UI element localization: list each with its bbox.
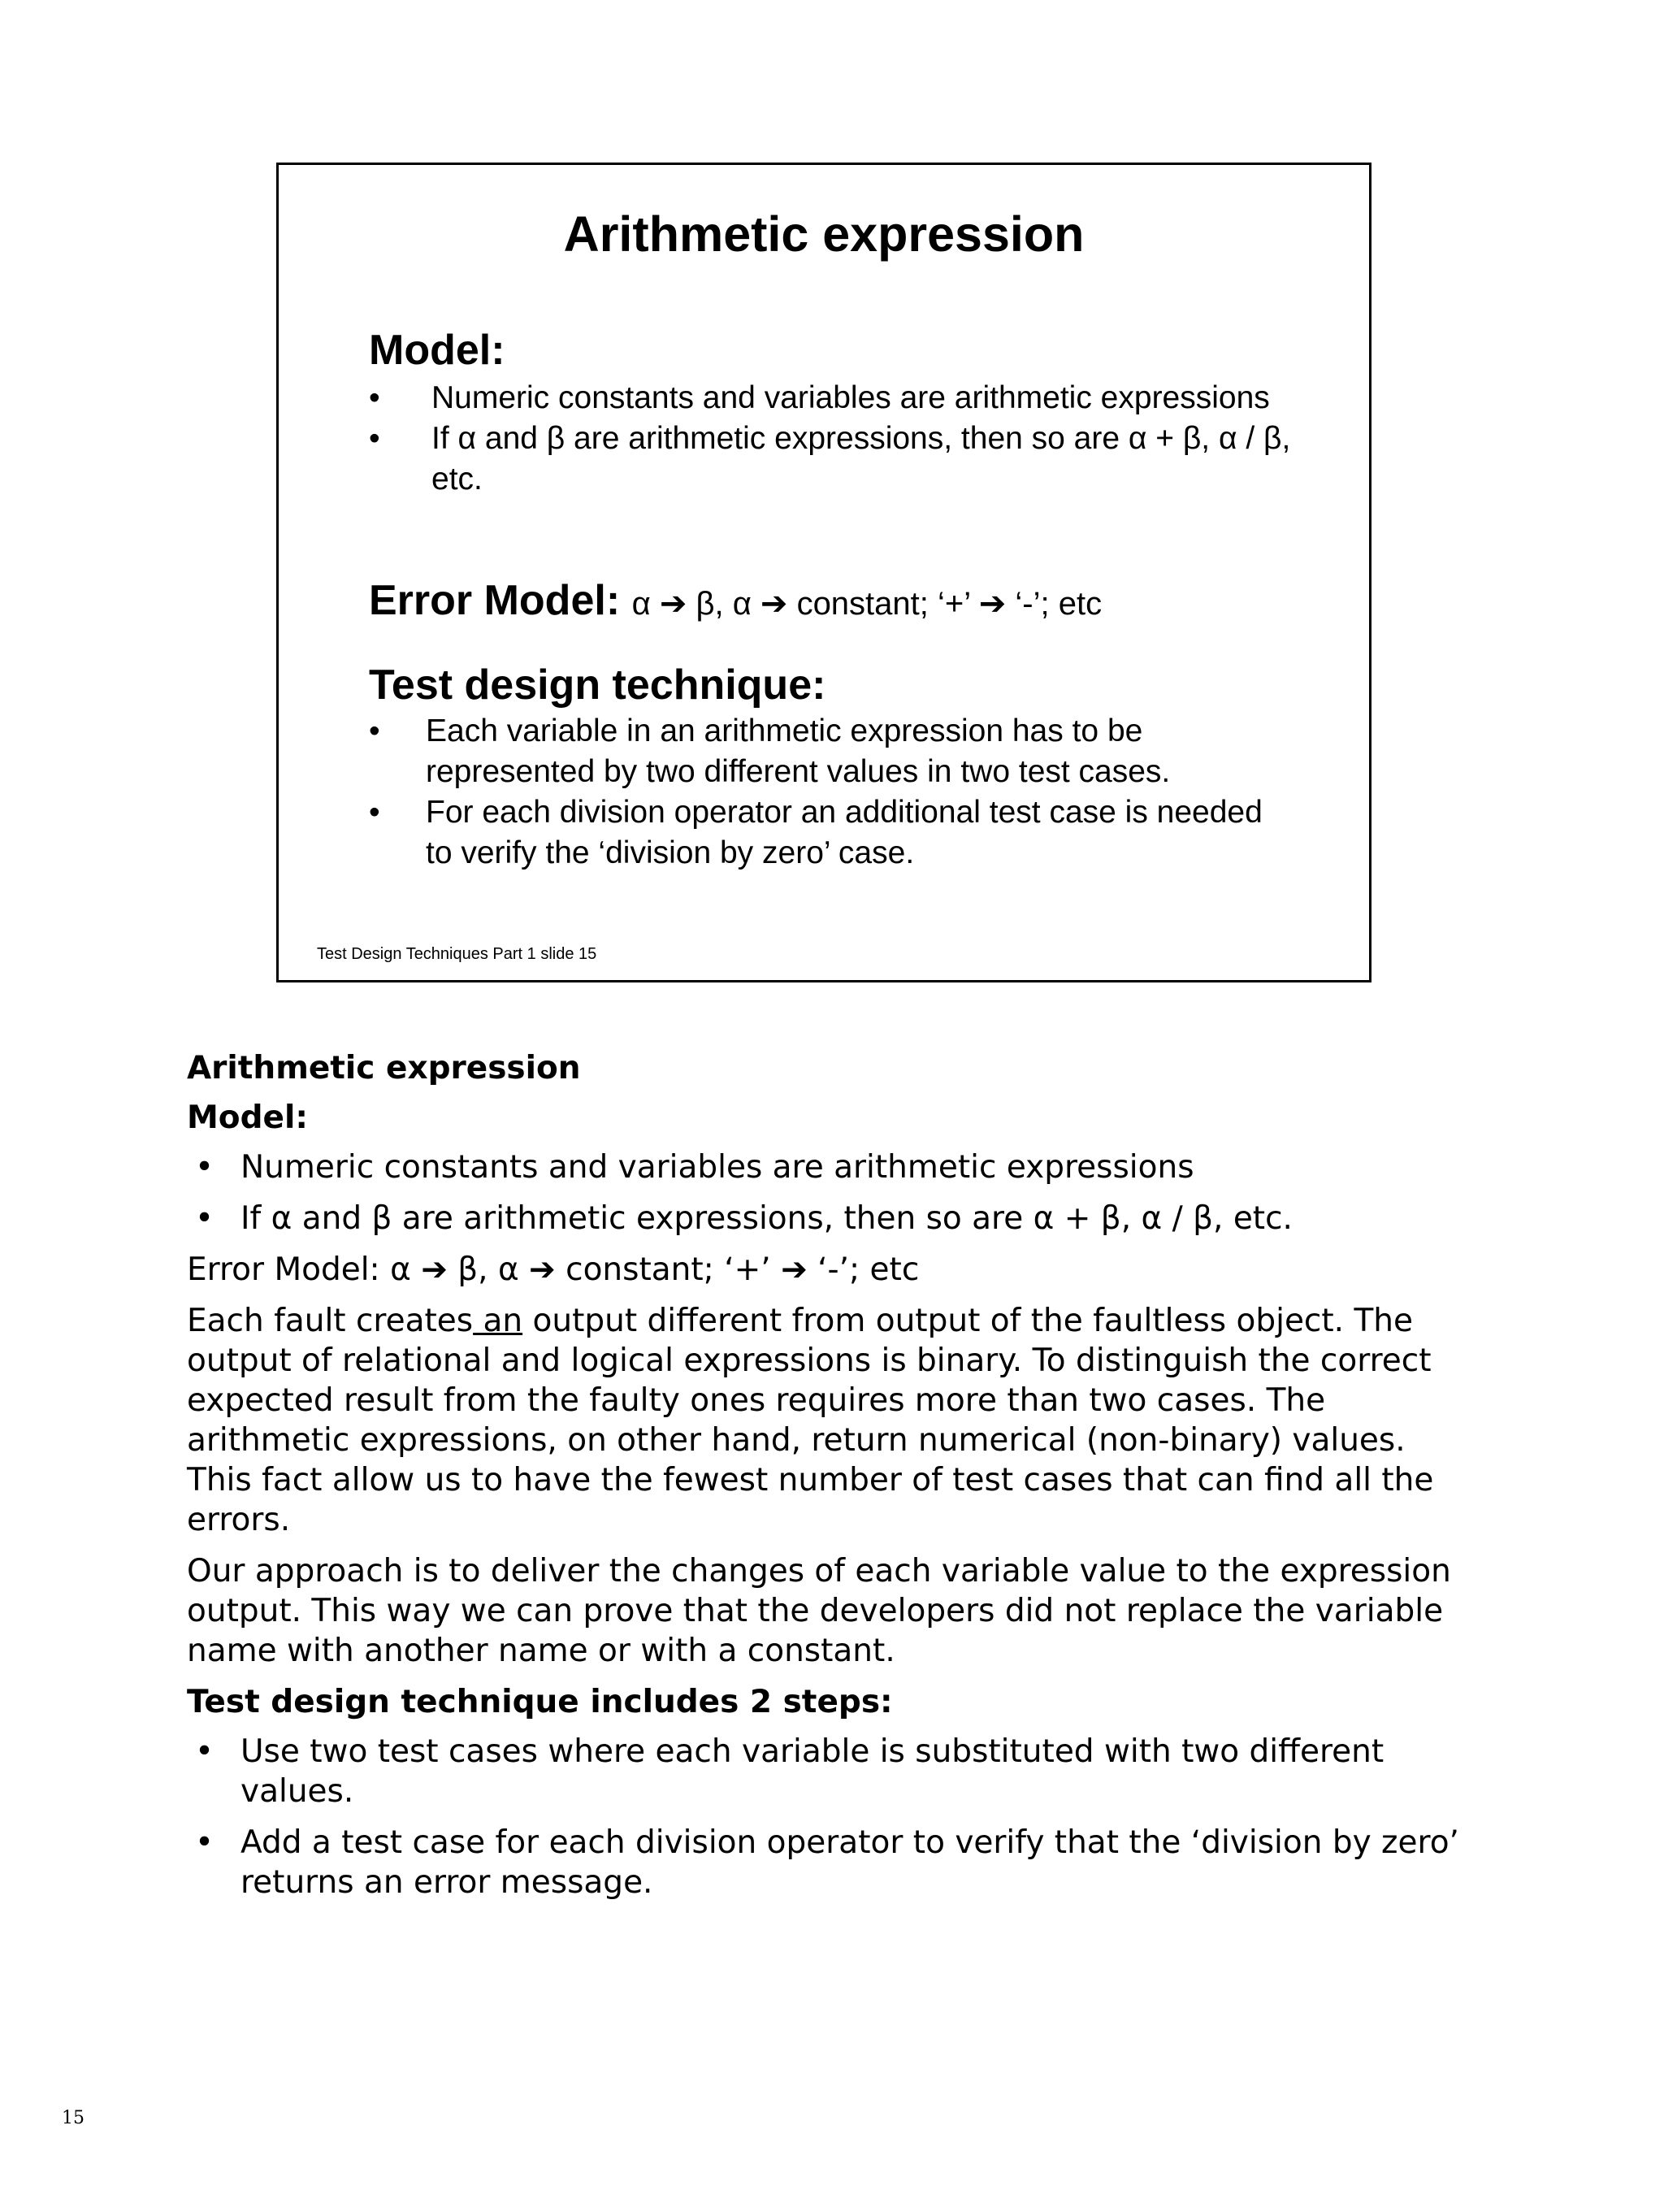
slide-model-item: • If α and β are arithmetic expressions, then so are α + β, α / β, etc.	[369, 419, 1295, 500]
notes-error-model: Error Model: α ➔ β, α ➔ constant; ‘+’ ➔ ‘-’; etc	[187, 1251, 920, 1288]
slide-test-design-item: • For each division operator an additional test case is needed to verify the ‘division by zero’ case.	[369, 792, 1271, 874]
notes-model-heading: Model:	[187, 1099, 308, 1136]
notes-body	[187, 1048, 1479, 1914]
notes-paragraph-1: Each fault creates an output different from output of the faultless object. The output of relational and logical expressions is binary. To distinguish the correct expected result from the faulty ones requires more than two cases. The arithmetic expressions, on other hand, return numerical (non-binary) values. This fact allow us to have the fewest number of test cases that can find all the errors.	[187, 1303, 1434, 1538]
notes-steps-heading: Test design technique includes 2 steps:	[187, 1684, 893, 1720]
slide-model-heading: Model:	[369, 327, 505, 374]
notes-model-item: • If α and β are arithmetic expressions, then so are α + β, α / β, etc.	[187, 1199, 1479, 1238]
notes-paragraph-2: Our approach is to deliver the changes of each variable value to the expression output. This way we can prove that the developers did not replace the variable name with another name or with a constant.	[187, 1553, 1451, 1669]
slide-error-model-text: α ➔ β, α ➔ constant; ‘+’ ➔ ‘-’; etc	[631, 586, 1103, 622]
notes-model-list	[187, 1147, 1479, 1238]
slide-model-list	[369, 378, 1295, 500]
slide-frame	[276, 163, 1372, 982]
slide-test-design-heading: Test design technique:	[369, 661, 826, 709]
notes-step-item: • Add a test case for each division operator to verify that the ‘division by zero’ returns an error message.	[187, 1823, 1479, 1902]
notes-title: Arithmetic expression	[187, 1050, 581, 1086]
slide-error-model-heading: Error Model:	[369, 577, 621, 624]
slide-title: Arithmetic expression	[563, 206, 1085, 262]
slide-error-model	[369, 578, 1102, 624]
notes-step-item: • Use two test cases where each variable is substituted with two different values.	[187, 1732, 1479, 1811]
page-number: 15	[62, 2108, 84, 2128]
slide-model-item: • Numeric constants and variables are arithmetic expressions	[369, 378, 1295, 419]
slide-test-design-list	[369, 711, 1295, 874]
slide-test-design-item: • Each variable in an arithmetic expression has to be represented by two different values in two test cases.	[369, 711, 1271, 792]
notes-model-item: • Numeric constants and variables are arithmetic expressions	[187, 1147, 1479, 1187]
slide-footer: Test Design Techniques Part 1 slide 15	[317, 945, 597, 963]
notes-steps-list	[187, 1732, 1479, 1902]
